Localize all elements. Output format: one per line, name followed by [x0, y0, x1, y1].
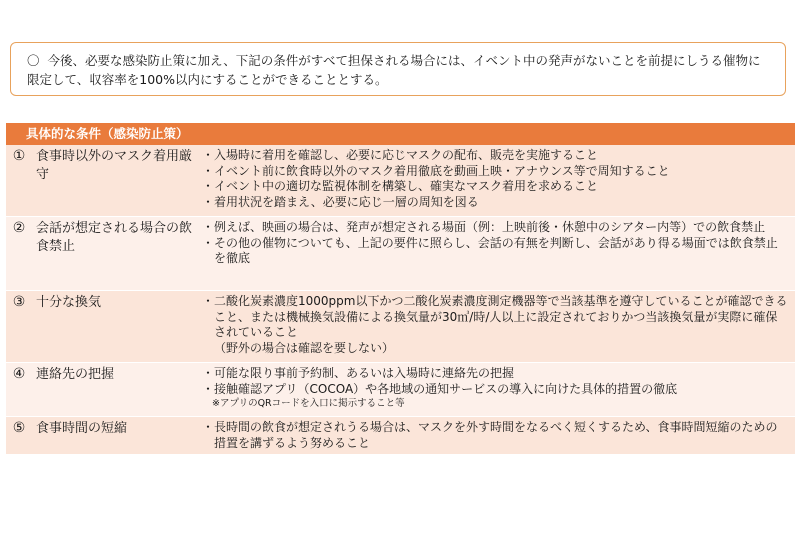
item-text: 入場時に着用を確認し、必要に応じマスクの配布、販売を実施すること [214, 148, 599, 162]
list-item [202, 366, 789, 382]
item-text: イベント前に飲食時以外のマスク着用徹底を動画上映・アナウンス等で周知すること [214, 163, 670, 178]
row-items [202, 417, 795, 454]
row-label: 食事時以外のマスク着用厳守 [36, 149, 193, 182]
row-items [202, 217, 795, 290]
item-text: （野外の場合は確認を要しない） [214, 340, 395, 355]
bullet-mark: ・ [202, 420, 215, 434]
list-item [202, 420, 789, 451]
list-item [202, 220, 789, 236]
item-text: 可能な限り事前予約制、あるいは入場時に連絡先の把握 [214, 366, 515, 380]
row-items [202, 145, 795, 216]
bullet-mark: ・ [202, 148, 215, 162]
bullet-mark: ・ [202, 235, 215, 250]
list-item [202, 164, 789, 180]
row-items [202, 291, 795, 362]
intro-text: 今後、必要な感染防止策に加え、下記の条件がすべて担保される場合には、イベント中の発声がないことを前提にしうる催物に限定して、収容率を100%以内にすることができることとする。 [27, 53, 761, 87]
row-number: ③ [12, 294, 26, 310]
row-label: 連絡先の把握 [36, 367, 115, 382]
row-number: ④ [12, 366, 26, 382]
item-text: その他の催物についても、上記の要件に照らし、会話の有無を判断し、会話があり得る場面では飲食禁止を徹底 [214, 235, 778, 266]
list-item [202, 341, 789, 357]
row-number: ⑤ [12, 420, 26, 436]
bullet-mark: ・ [202, 179, 215, 194]
row-label: 十分な換気 [36, 295, 102, 310]
row-label: 会話が想定される場合の飲食禁止 [36, 221, 193, 254]
item-text: 例えば、映画の場合は、発声が想定される場面（例：上映前後・休憩中のシアター内等）での飲食禁止 [214, 220, 766, 234]
table-row [6, 217, 795, 291]
item-text: 長時間の飲食が想定されうる場合は、マスクを外す時間をなるべく短くするため、食事時間短縮のための措置を講ずるよう努めること [214, 420, 778, 450]
bullet-mark: ・ [202, 220, 215, 234]
item-text: 二酸化炭素濃度1000ppm以下かつ二酸化炭素濃度測定機器等で当該基準を遵守していることが確認できること、または機械換気設備による換気量が30㎥/時/人以上に設定されておりかつ当該換気量が実際に確保されていること [214, 294, 788, 340]
table-row [6, 145, 795, 217]
list-item [202, 148, 789, 164]
item-text: イベント中の適切な監視体制を構築し、確実なマスク着用を求めること [214, 179, 599, 194]
row-number: ① [12, 148, 26, 164]
table-row [6, 417, 795, 455]
item-text: 接触確認アプリ（COCOA）や各地域の通知サービスの導入に向けた具体的措置の徹底 [214, 381, 678, 396]
list-item [202, 294, 789, 341]
bullet-mark: ・ [202, 163, 215, 178]
table-row [6, 363, 795, 417]
bullet-mark: ・ [202, 381, 215, 396]
bullet-mark: ・ [202, 194, 215, 209]
conditions-table [6, 123, 795, 455]
item-text: 着用状況を踏まえ、必要に応じ一層の周知を図る [214, 194, 479, 209]
list-item [202, 382, 789, 398]
intro-box [10, 42, 786, 96]
list-item [202, 236, 789, 267]
row-label: 食事時間の短縮 [36, 421, 128, 436]
table-body [6, 145, 795, 455]
row-note: ※アプリのQRコードを入口に掲示すること等 [212, 398, 405, 410]
bullet-mark: ・ [202, 366, 215, 380]
row-items [202, 363, 795, 416]
row-number: ② [12, 220, 26, 236]
bullet-mark: ・ [202, 294, 215, 308]
intro-marker: 〇 [27, 53, 40, 68]
list-item [202, 179, 789, 195]
table-row [6, 291, 795, 363]
table-header: 具体的な条件（感染防止策） [6, 123, 795, 145]
list-item [202, 195, 789, 211]
